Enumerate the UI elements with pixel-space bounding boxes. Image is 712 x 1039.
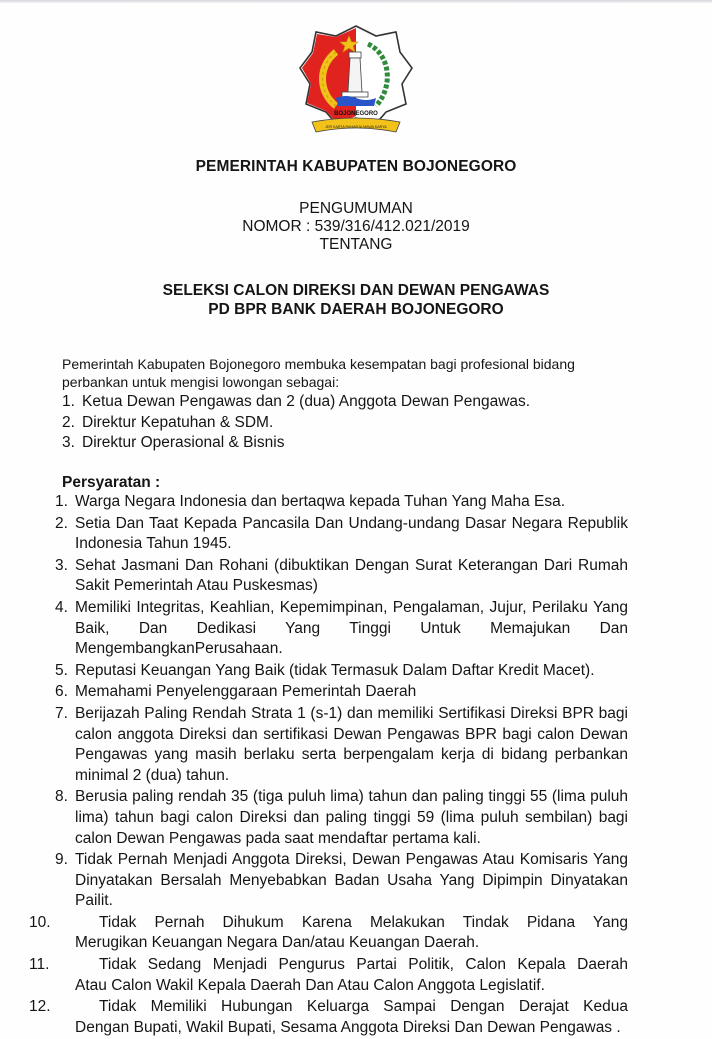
title-line-2: PD BPR BANK DAERAH BOJONEGORO	[208, 301, 504, 318]
scan-edge	[0, 0, 712, 3]
position-item: 3. Direktur Operasional & Bisnis	[62, 434, 285, 451]
logo-text: BOJONEGORO	[334, 111, 378, 117]
requirement-item: 5. Reputasi Keuangan Yang Baik (tidak Termasuk Dalam Daftar Kredit Macet).	[55, 661, 595, 679]
doc-type: PENGUMUMAN	[299, 200, 413, 217]
doc-about: TENTANG	[319, 236, 393, 253]
requirement-item: 11. Tidak Sedang Menjadi Pengurus Partai Politik, Calon Kepala Daerah Atau Calon Wakil Kepala Daerah Dan Atau Calon Anggota Legislatif.	[29, 956, 628, 994]
requirement-item: 1. Warga Negara Indonesia dan bertaqwa kepada Tuhan Yang Maha Esa.	[55, 493, 566, 510]
requirement-item: 7. Berijazah Paling Rendah Strata 1 (s-1) dan memiliki Sertifikasi Direksi BPR bagi calon anggota Direksi dan sertifikasi Dewan Pengawas BPR bagi calon Dewan Pengawas yang masih berlaku serta berpengalam kerja di bidang perbankan minimal 2 (dua) tahun.	[55, 704, 628, 784]
coat-of-arms-icon	[296, 22, 416, 140]
position-item: 1. Ketua Dewan Pengawas dan 2 (dua) Anggota Dewan Pengawas.	[62, 393, 531, 410]
positions-list	[62, 392, 662, 454]
bojonegoro-coat-of-arms-logo	[296, 22, 416, 140]
announcement-header	[0, 200, 712, 254]
doc-number: NOMOR : 539/316/412.021/2019	[242, 218, 470, 235]
announcement-title	[0, 281, 712, 319]
requirements-heading: Persyaratan :	[62, 474, 161, 491]
government-title: PEMERINTAH KABUPATEN BOJONEGORO	[195, 158, 517, 175]
requirements-list	[29, 492, 628, 1039]
requirement-item: 9. Tidak Pernah Menjadi Anggota Direksi, Dewan Pengawas Atau Komisaris Yang Dinyatakan Bersalah Menyebabkan Badan Usaha Yang Dipimpin Dinyatakan Pailit.	[55, 851, 628, 910]
requirement-item: 6. Memahami Penyelenggaraan Pemerintah Daerah	[55, 683, 417, 701]
requirement-item: 2. Setia Dan Taat Kepada Pancasila Dan Undang-undang Dasar Negara Republik Indonesia Tahun 1945.	[55, 514, 628, 553]
title-line-1: SELEKSI CALON DIREKSI DAN DEWAN PENGAWAS	[162, 282, 550, 299]
position-item: 2. Direktur Kepatuhan & SDM.	[62, 413, 274, 431]
requirement-item: 8. Berusia paling rendah 35 (tiga puluh lima) tahun dan paling tinggi 55 (lima puluh lima) tahun bagi calon Direksi dan paling tinggi 59 (lima puluh sembilan) bagi calon Dewan Pengawas pada saat mendaftar pertama kali.	[55, 788, 628, 847]
logo-motto: JER KARTA RAHARJA MAWA KARYA	[325, 125, 387, 129]
intro-paragraph: Pemerintah Kabupaten Bojonegoro membuka kesempatan bagi profesional bidang perbankan untuk mengisi lowongan sebagai:	[62, 356, 575, 390]
requirement-item: 10. Tidak Pernah Dihukum Karena Melakukan Tindak Pidana Yang Merugikan Keuangan Negara Dan/atau Keuangan Daerah.	[29, 913, 628, 952]
requirement-item: 4. Memiliki Integritas, Keahlian, Kepemimpinan, Pengalaman, Jujur, Perilaku Yang Baik, Dan Dedikasi Yang Tinggi Untuk Memajukan Dan MengembangkanPerusahaan.	[55, 598, 628, 658]
requirement-item: 3. Sehat Jasmani Dan Rohani (dibuktikan Dengan Surat Keterangan Dari Rumah Sakit Pemerintah Atau Puskesmas)	[55, 556, 628, 595]
requirement-item: 12. Tidak Memiliki Hubungan Keluarga Sampai Dengan Derajat Kedua Dengan Bupati, Wakil Bupati, Sesama Anggota Direksi Dan Dewan Pengawas .	[29, 998, 628, 1036]
